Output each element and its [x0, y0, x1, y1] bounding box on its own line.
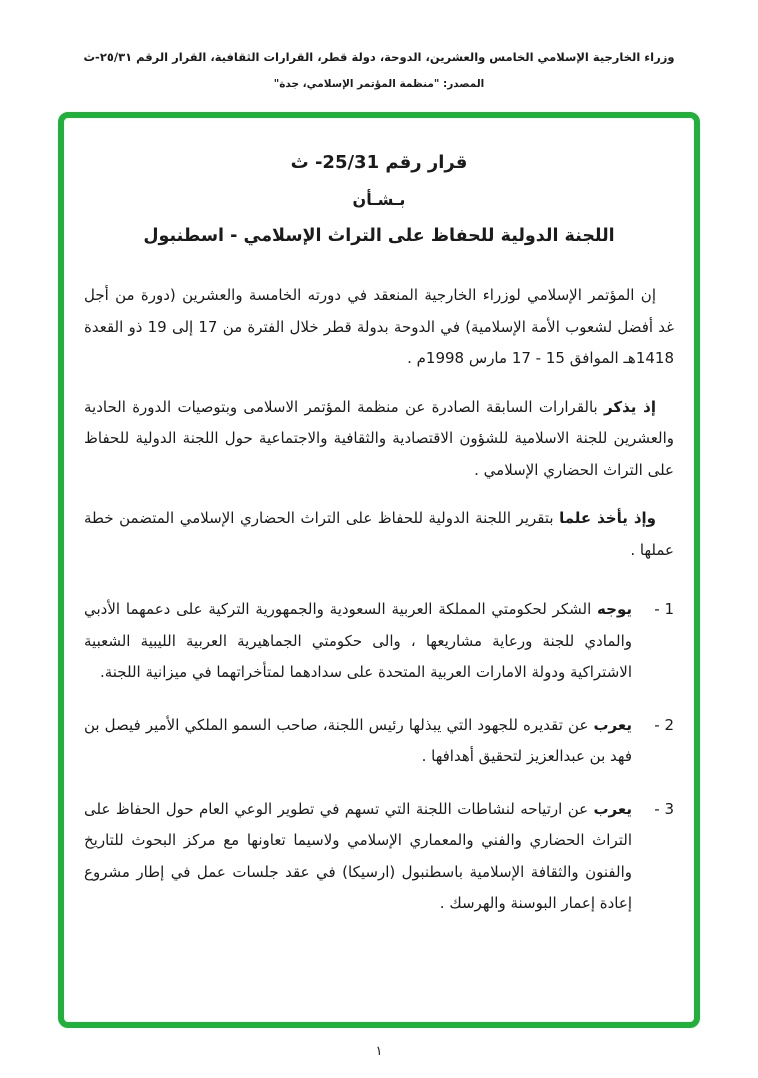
- paragraph-lead: وإذ يأخذ علما: [559, 509, 657, 527]
- list-item-3: [84, 794, 674, 920]
- taking-note-paragraph: [84, 503, 674, 566]
- paragraph-text: بتقرير اللجنة الدولية للحفاظ على التراث الحضاري الإسلامي المتضمن خطة عملها .: [84, 509, 674, 559]
- item-number: 2 -: [654, 715, 674, 734]
- item-number: 3 -: [654, 799, 674, 818]
- item-text: [84, 710, 632, 773]
- item-text: [84, 594, 632, 689]
- item-body-text: عن تقديره للجهود التي يبذلها رئيس اللجنة، صاحب السمو الملكي الأمير فيصل بن فهد بن عبدالعزيز لتحقيق أهدافها .: [84, 715, 632, 765]
- list-item-1: [84, 594, 674, 689]
- page-number: ١: [375, 1044, 383, 1059]
- item-body-text: عن ارتياحه لنشاطات اللجنة التي تسهم في تطوير الوعي العام حول الحفاظ على التراث الحضاري والفني والمعماري الإسلامي ولاسيما تعاونها مع مركز البحوث للتاريخ والفنون والثقافة الإسلامية باسطنبول (ارسيكا) في عقد جلسات عمل في إطار مشروع إعادة إعمار البوسنة والهرسك .: [84, 799, 632, 912]
- preamble-paragraph: [84, 280, 674, 375]
- recalling-paragraph: [84, 392, 674, 487]
- header-citation-line: وزراء الخارجية الإسلامي الخامس والعشرين، الدوحة، دولة قطر، القرارات الثقافية، القرار الرقم ٢٥/٣١-ث: [83, 50, 675, 64]
- item-number: 1 -: [654, 600, 674, 618]
- paragraph-lead: إذ يذكر: [604, 397, 656, 416]
- paragraph-text: إن المؤتمر الإسلامي لوزراء الخارجية المنعقد في دورته الخامسة والعشرين (دورة من أجل غد أفضل لشعوب الأمة الإسلامية) في الدوحة بدولة قطر خلال الفترة من 17 إلى 19 ذو القعدة 1418هـ الموافق 15 - 17 مارس 1998م .: [84, 286, 674, 367]
- paragraph-text: بالقرارات السابقة الصادرة عن منظمة المؤتمر الاسلامى وبتوصيات الدورة الحادية والعشرين للجنة الاسلامية للشؤون الاقتصادية والثقافية والاجتماعية حول اللجنة الدولية للحفاظ على التراث الحضاري الإسلامي .: [84, 397, 674, 479]
- resolution-subject-title: اللجنة الدولية للحفاظ على التراث الإسلامي - اسطنبول: [143, 226, 615, 246]
- header-source-line: المصدر: "منظمة المؤتمر الإسلامي، جدة": [273, 78, 485, 90]
- item-body-text: الشكر لحكومتي المملكة العربية السعودية والجمهورية التركية على دعمهما الأدبي والمادي للجنة ورعاية مشاريعها ، والى حكومتي الجماهيرية العربية الليبية الشعبية الاشتراكية ودولة الامارات العربية المتحدة على سدادهما لمتأخراتهما في ميزانية اللجنة.: [84, 600, 632, 681]
- item-text: [84, 794, 632, 920]
- resolution-number-title: قرار رقم 25/31- ث: [290, 152, 468, 173]
- resolution-body: [84, 280, 674, 920]
- operative-items-list: [84, 594, 674, 920]
- item-lead: يعرب: [593, 715, 632, 734]
- item-lead: يعرب: [593, 799, 632, 818]
- resolution-border-box: [58, 112, 700, 1028]
- list-item-2: [84, 710, 674, 773]
- regarding-label: بـشـأن: [352, 190, 406, 209]
- item-lead: يوجه: [597, 600, 632, 618]
